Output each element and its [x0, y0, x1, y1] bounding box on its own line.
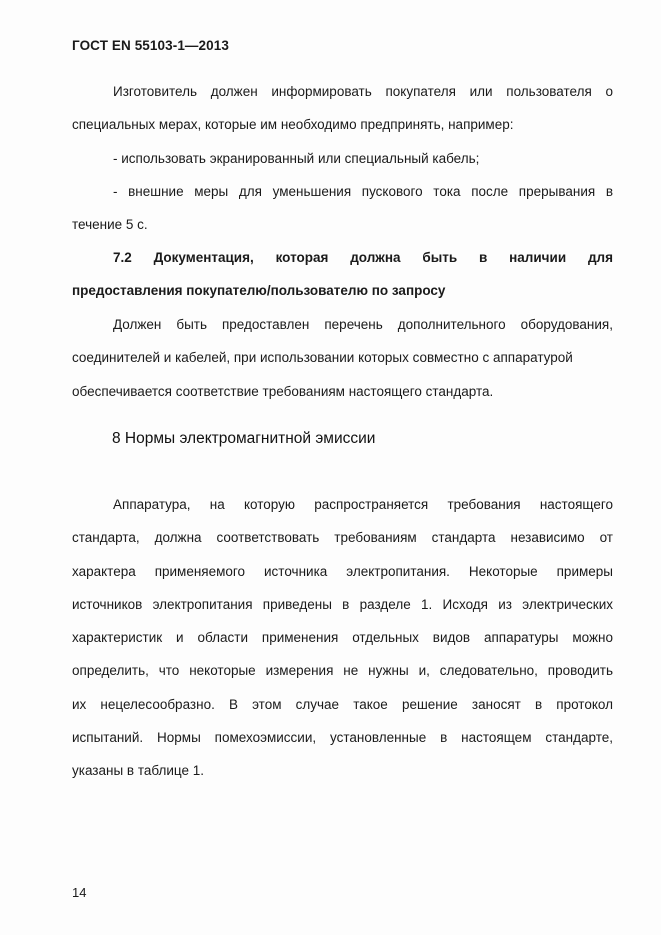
- text-line: Аппаратура, на которую распространяется требования настоящего: [113, 497, 613, 512]
- text-line: предоставления покупателю/пользователю по запросу: [72, 283, 446, 299]
- text-line: - использовать экранированный или специальный кабель;: [113, 150, 480, 166]
- text-line: указаны в таблице 1.: [72, 763, 205, 779]
- document-header: ГОСТ EN 55103-1—2013: [72, 38, 229, 53]
- text-line: 7.2 Документация, которая должна быть в наличии для: [113, 250, 613, 265]
- text-line: обеспечивается соответствие требованиям настоящего стандарта.: [72, 383, 494, 399]
- paragraph-documentation: [72, 308, 613, 408]
- text-line: - внешние меры для уменьшения пускового тока после прерывания в: [113, 183, 613, 199]
- text-line: соединителей и кабелей, при использовании которых совместно с аппаратурой: [72, 350, 573, 366]
- section-8-heading: 8 Нормы электромагнитной эмиссии: [112, 430, 376, 447]
- text-line: течение 5 с.: [72, 217, 148, 233]
- paragraph-manufacturer-info: [72, 75, 613, 241]
- text-line: испытаний. Нормы помехоэмиссии, установленные в настоящем стандарте,: [72, 730, 613, 746]
- section-7-2-heading: [72, 241, 613, 308]
- text-line: характеристик и области применения отдельных видов аппаратуры можно: [72, 630, 613, 646]
- page-number: 14: [72, 885, 87, 900]
- paragraph-emission-norms: [72, 488, 613, 788]
- text-line: их нецелесообразно. В этом случае такое решение заносят в протокол: [72, 696, 613, 712]
- text-line: Изготовитель должен информировать покупателя или пользователя о: [113, 84, 613, 99]
- text-line: Должен быть предоставлен перечень дополнительного оборудования,: [113, 317, 613, 332]
- text-line: стандарта, должна соответствовать требованиям стандарта независимо от: [72, 530, 613, 546]
- text-line: определить, что некоторые измерения не нужны и, следовательно, проводить: [72, 663, 613, 679]
- text-line: источников электропитания приведены в разделе 1. Исходя из электрических: [72, 596, 613, 612]
- text-line: характера применяемого источника электропитания. Некоторые примеры: [72, 563, 613, 579]
- text-line: специальных мерах, которые им необходимо предпринять, например:: [72, 117, 514, 133]
